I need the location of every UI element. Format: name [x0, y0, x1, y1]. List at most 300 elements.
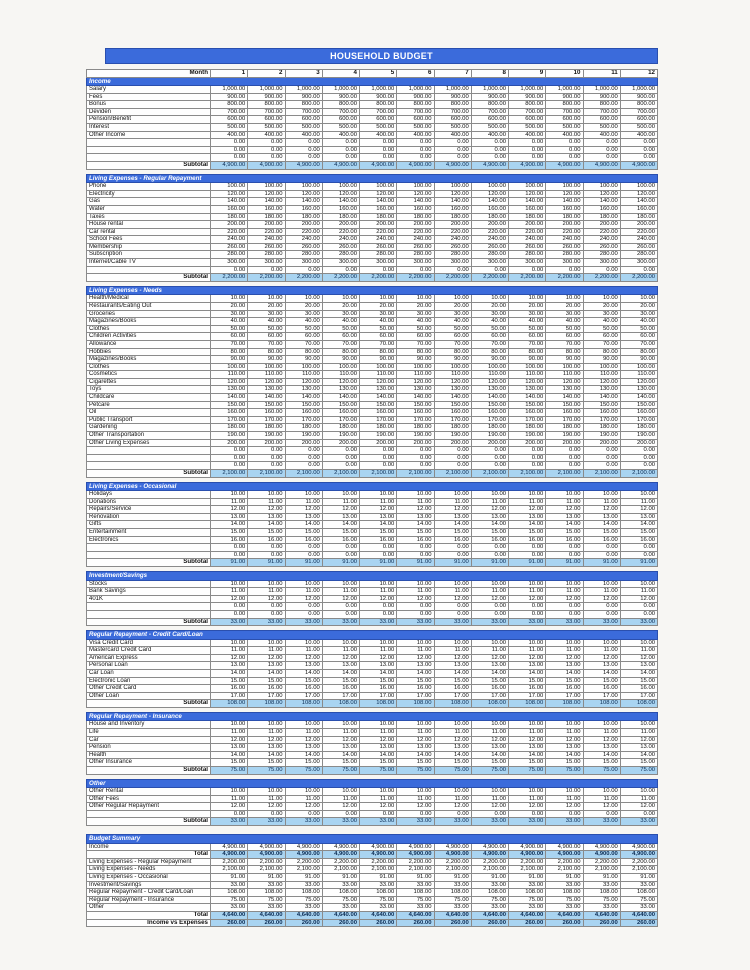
value-cell-month-5: 91.00	[360, 873, 397, 881]
value-cell-month-5: 900.00	[360, 93, 397, 101]
value-cell-month-2: 0.00	[248, 603, 285, 611]
value-cell-month-10: 14.00	[546, 521, 583, 529]
value-cell-month-3: 10.00	[285, 491, 322, 499]
value-cell-month-9: 600.00	[509, 116, 546, 124]
value-cell-month-8: 2,200.00	[471, 858, 508, 866]
value-cell-month-9: 90.00	[509, 356, 546, 364]
value-cell-month-1: 2,200.00	[211, 274, 248, 282]
value-cell-month-11: 180.00	[583, 424, 620, 432]
table-row	[87, 896, 658, 904]
value-cell-month-1: 4,640.00	[211, 911, 248, 919]
section-header-row	[87, 174, 658, 183]
value-cell-month-11: 0.00	[583, 810, 620, 818]
value-cell-month-1: 140.00	[211, 198, 248, 206]
value-cell-month-2: 400.00	[248, 131, 285, 139]
value-cell-month-9: 0.00	[509, 610, 546, 618]
value-cell-month-9: 10.00	[509, 295, 546, 303]
value-cell-month-12: 4,900.00	[620, 162, 657, 170]
value-cell-month-6: 500.00	[397, 124, 434, 132]
value-cell-month-8: 150.00	[471, 401, 508, 409]
value-cell-month-4: 75.00	[322, 896, 359, 904]
value-cell-month-10: 0.00	[546, 603, 583, 611]
value-cell-month-10: 180.00	[546, 424, 583, 432]
value-cell-month-8: 15.00	[471, 529, 508, 537]
table-row	[87, 378, 658, 386]
value-cell-month-11: 200.00	[583, 221, 620, 229]
value-cell-month-11: 16.00	[583, 536, 620, 544]
value-cell-month-5: 14.00	[360, 669, 397, 677]
table-row	[87, 116, 658, 124]
section-title: Regular Repayment - Credit Card/Loan	[87, 631, 658, 640]
value-cell-month-6: 10.00	[397, 721, 434, 729]
value-cell-month-9: 0.00	[509, 810, 546, 818]
value-cell-month-8: 40.00	[471, 318, 508, 326]
value-cell-month-5: 60.00	[360, 333, 397, 341]
value-cell-month-1: 108.00	[211, 700, 248, 708]
row-label-cell: Holidays	[87, 491, 211, 499]
value-cell-month-3: 10.00	[285, 639, 322, 647]
value-cell-month-9: 40.00	[509, 318, 546, 326]
value-cell-month-5: 0.00	[360, 810, 397, 818]
value-cell-month-2: 2,100.00	[248, 866, 285, 874]
value-cell-month-8: 11.00	[471, 647, 508, 655]
value-cell-month-6: 11.00	[397, 729, 434, 737]
value-cell-month-1: 300.00	[211, 259, 248, 267]
value-cell-month-8: 15.00	[471, 759, 508, 767]
value-cell-month-7: 110.00	[434, 371, 471, 379]
value-cell-month-10: 20.00	[546, 302, 583, 310]
value-cell-month-11: 14.00	[583, 669, 620, 677]
value-cell-month-2: 160.00	[248, 409, 285, 417]
section-header-row	[87, 712, 658, 721]
value-cell-month-4: 500.00	[322, 124, 359, 132]
blank-row	[87, 610, 658, 618]
value-cell-month-3: 16.00	[285, 536, 322, 544]
value-cell-month-4: 11.00	[322, 588, 359, 596]
value-cell-month-1: 240.00	[211, 236, 248, 244]
value-cell-month-4: 2,200.00	[322, 858, 359, 866]
value-cell-month-9: 50.00	[509, 325, 546, 333]
row-label-cell: Groceries	[87, 310, 211, 318]
row-label-cell: Subtotal	[87, 162, 211, 170]
value-cell-month-10: 91.00	[546, 559, 583, 567]
value-cell-month-2: 170.00	[248, 416, 285, 424]
value-cell-month-1: 10.00	[211, 491, 248, 499]
value-cell-month-6: 2,200.00	[397, 274, 434, 282]
value-cell-month-4: 10.00	[322, 788, 359, 796]
value-cell-month-5: 160.00	[360, 409, 397, 417]
value-cell-month-5: 0.00	[360, 551, 397, 559]
value-cell-month-5: 14.00	[360, 751, 397, 759]
table-row	[87, 498, 658, 506]
value-cell-month-10: 60.00	[546, 333, 583, 341]
value-cell-month-7: 20.00	[434, 302, 471, 310]
value-cell-month-6: 600.00	[397, 116, 434, 124]
row-label-cell: Gas	[87, 198, 211, 206]
row-label-cell: Phone	[87, 183, 211, 191]
value-cell-month-8: 0.00	[471, 544, 508, 552]
value-cell-month-8: 0.00	[471, 154, 508, 162]
value-cell-month-12: 14.00	[620, 521, 657, 529]
value-cell-month-3: 120.00	[285, 378, 322, 386]
table-row	[87, 356, 658, 364]
value-cell-month-7: 12.00	[434, 506, 471, 514]
value-cell-month-8: 70.00	[471, 340, 508, 348]
value-cell-month-5: 150.00	[360, 401, 397, 409]
value-cell-month-12: 400.00	[620, 131, 657, 139]
value-cell-month-8: 0.00	[471, 266, 508, 274]
value-cell-month-2: 90.00	[248, 356, 285, 364]
value-cell-month-11: 60.00	[583, 333, 620, 341]
value-cell-month-11: 260.00	[583, 243, 620, 251]
value-cell-month-4: 91.00	[322, 873, 359, 881]
value-cell-month-9: 14.00	[509, 521, 546, 529]
value-cell-month-9: 12.00	[509, 654, 546, 662]
value-cell-month-12: 240.00	[620, 236, 657, 244]
value-cell-month-3: 33.00	[285, 818, 322, 826]
value-cell-month-4: 20.00	[322, 302, 359, 310]
table-row	[87, 588, 658, 596]
value-cell-month-2: 30.00	[248, 310, 285, 318]
value-cell-month-2: 10.00	[248, 721, 285, 729]
value-cell-month-1: 50.00	[211, 325, 248, 333]
value-cell-month-1: 75.00	[211, 767, 248, 775]
value-cell-month-9: 4,900.00	[509, 843, 546, 851]
row-label-cell: Subtotal	[87, 559, 211, 567]
value-cell-month-3: 50.00	[285, 325, 322, 333]
value-cell-month-8: 0.00	[471, 139, 508, 147]
row-label-cell: Water	[87, 205, 211, 213]
month-number-cell: 11	[583, 70, 620, 78]
value-cell-month-6: 130.00	[397, 386, 434, 394]
value-cell-month-3: 4,640.00	[285, 911, 322, 919]
value-cell-month-5: 50.00	[360, 325, 397, 333]
value-cell-month-10: 80.00	[546, 348, 583, 356]
value-cell-month-10: 160.00	[546, 205, 583, 213]
value-cell-month-1: 16.00	[211, 536, 248, 544]
value-cell-month-3: 80.00	[285, 348, 322, 356]
value-cell-month-7: 400.00	[434, 131, 471, 139]
value-cell-month-7: 15.00	[434, 759, 471, 767]
row-label-cell: Electronic Loan	[87, 677, 211, 685]
value-cell-month-2: 70.00	[248, 340, 285, 348]
table-row	[87, 243, 658, 251]
row-label-cell: Allowance	[87, 340, 211, 348]
value-cell-month-10: 0.00	[546, 551, 583, 559]
table-row	[87, 795, 658, 803]
value-cell-month-10: 10.00	[546, 788, 583, 796]
value-cell-month-12: 100.00	[620, 363, 657, 371]
row-label-cell: Mastercard Credit Card	[87, 647, 211, 655]
table-row	[87, 302, 658, 310]
value-cell-month-4: 60.00	[322, 333, 359, 341]
value-cell-month-1: 0.00	[211, 610, 248, 618]
value-cell-month-3: 170.00	[285, 416, 322, 424]
value-cell-month-1: 91.00	[211, 873, 248, 881]
value-cell-month-6: 200.00	[397, 439, 434, 447]
value-cell-month-4: 220.00	[322, 228, 359, 236]
row-label-cell: Hobbies	[87, 348, 211, 356]
value-cell-month-10: 0.00	[546, 810, 583, 818]
value-cell-month-11: 11.00	[583, 498, 620, 506]
row-label-cell	[87, 462, 211, 470]
value-cell-month-10: 130.00	[546, 386, 583, 394]
value-cell-month-2: 600.00	[248, 116, 285, 124]
table-row	[87, 401, 658, 409]
value-cell-month-8: 130.00	[471, 386, 508, 394]
value-cell-month-1: 14.00	[211, 751, 248, 759]
table-row	[87, 432, 658, 440]
value-cell-month-3: 14.00	[285, 669, 322, 677]
value-cell-month-1: 200.00	[211, 221, 248, 229]
value-cell-month-9: 400.00	[509, 131, 546, 139]
value-cell-month-1: 260.00	[211, 919, 248, 927]
value-cell-month-4: 0.00	[322, 154, 359, 162]
value-cell-month-10: 0.00	[546, 544, 583, 552]
value-cell-month-9: 13.00	[509, 662, 546, 670]
value-cell-month-9: 17.00	[509, 692, 546, 700]
value-cell-month-7: 200.00	[434, 221, 471, 229]
value-cell-month-4: 0.00	[322, 139, 359, 147]
value-cell-month-5: 20.00	[360, 302, 397, 310]
value-cell-month-7: 120.00	[434, 190, 471, 198]
table-row	[87, 858, 658, 866]
row-label-cell: Car Loan	[87, 669, 211, 677]
value-cell-month-3: 140.00	[285, 394, 322, 402]
value-cell-month-12: 11.00	[620, 498, 657, 506]
value-cell-month-9: 15.00	[509, 529, 546, 537]
value-cell-month-12: 13.00	[620, 513, 657, 521]
blank-row	[87, 544, 658, 552]
value-cell-month-10: 33.00	[546, 818, 583, 826]
blank-row	[87, 154, 658, 162]
value-cell-month-8: 140.00	[471, 198, 508, 206]
table-row	[87, 803, 658, 811]
value-cell-month-12: 120.00	[620, 378, 657, 386]
value-cell-month-10: 10.00	[546, 491, 583, 499]
value-cell-month-1: 900.00	[211, 93, 248, 101]
value-cell-month-8: 10.00	[471, 580, 508, 588]
value-cell-month-4: 260.00	[322, 919, 359, 927]
value-cell-month-5: 2,200.00	[360, 274, 397, 282]
value-cell-month-3: 33.00	[285, 618, 322, 626]
value-cell-month-12: 260.00	[620, 243, 657, 251]
blank-row	[87, 462, 658, 470]
section-table-budget-summary	[86, 834, 658, 927]
value-cell-month-5: 200.00	[360, 439, 397, 447]
value-cell-month-6: 11.00	[397, 498, 434, 506]
value-cell-month-3: 260.00	[285, 243, 322, 251]
row-label-cell: Membership	[87, 243, 211, 251]
value-cell-month-9: 260.00	[509, 919, 546, 927]
value-cell-month-9: 20.00	[509, 302, 546, 310]
value-cell-month-1: 120.00	[211, 190, 248, 198]
value-cell-month-3: 150.00	[285, 401, 322, 409]
value-cell-month-1: 15.00	[211, 529, 248, 537]
value-cell-month-10: 11.00	[546, 588, 583, 596]
value-cell-month-1: 15.00	[211, 677, 248, 685]
value-cell-month-2: 60.00	[248, 333, 285, 341]
value-cell-month-3: 33.00	[285, 881, 322, 889]
value-cell-month-7: 4,900.00	[434, 843, 471, 851]
value-cell-month-8: 4,900.00	[471, 843, 508, 851]
value-cell-month-12: 10.00	[620, 788, 657, 796]
value-cell-month-9: 0.00	[509, 454, 546, 462]
value-cell-month-2: 12.00	[248, 803, 285, 811]
blank-row	[87, 603, 658, 611]
table-row	[87, 386, 658, 394]
value-cell-month-2: 150.00	[248, 401, 285, 409]
value-cell-month-3: 10.00	[285, 580, 322, 588]
value-cell-month-5: 0.00	[360, 603, 397, 611]
value-cell-month-8: 15.00	[471, 677, 508, 685]
value-cell-month-12: 12.00	[620, 506, 657, 514]
value-cell-month-2: 11.00	[248, 795, 285, 803]
value-cell-month-9: 0.00	[509, 603, 546, 611]
value-cell-month-3: 0.00	[285, 810, 322, 818]
value-cell-month-8: 91.00	[471, 873, 508, 881]
row-label-cell: Fees	[87, 93, 211, 101]
value-cell-month-10: 13.00	[546, 513, 583, 521]
value-cell-month-2: 130.00	[248, 386, 285, 394]
value-cell-month-11: 33.00	[583, 881, 620, 889]
value-cell-month-2: 900.00	[248, 93, 285, 101]
value-cell-month-9: 11.00	[509, 795, 546, 803]
value-cell-month-4: 0.00	[322, 544, 359, 552]
value-cell-month-9: 12.00	[509, 595, 546, 603]
value-cell-month-12: 33.00	[620, 881, 657, 889]
value-cell-month-2: 10.00	[248, 580, 285, 588]
value-cell-month-5: 0.00	[360, 146, 397, 154]
value-cell-month-6: 10.00	[397, 580, 434, 588]
value-cell-month-3: 0.00	[285, 544, 322, 552]
value-cell-month-11: 12.00	[583, 506, 620, 514]
value-cell-month-1: 80.00	[211, 348, 248, 356]
value-cell-month-10: 13.00	[546, 744, 583, 752]
value-cell-month-2: 300.00	[248, 259, 285, 267]
value-cell-month-2: 800.00	[248, 101, 285, 109]
value-cell-month-2: 0.00	[248, 154, 285, 162]
value-cell-month-10: 10.00	[546, 295, 583, 303]
value-cell-month-4: 0.00	[322, 610, 359, 618]
value-cell-month-9: 260.00	[509, 243, 546, 251]
value-cell-month-1: 800.00	[211, 101, 248, 109]
value-cell-month-6: 400.00	[397, 131, 434, 139]
value-cell-month-7: 700.00	[434, 108, 471, 116]
row-label-cell: Health	[87, 751, 211, 759]
value-cell-month-12: 0.00	[620, 462, 657, 470]
value-cell-month-9: 180.00	[509, 424, 546, 432]
value-cell-month-5: 140.00	[360, 394, 397, 402]
value-cell-month-2: 0.00	[248, 266, 285, 274]
value-cell-month-8: 2,100.00	[471, 470, 508, 478]
value-cell-month-9: 12.00	[509, 736, 546, 744]
value-cell-month-4: 33.00	[322, 904, 359, 912]
row-label-cell: American Express	[87, 654, 211, 662]
value-cell-month-3: 2,200.00	[285, 858, 322, 866]
value-cell-month-4: 180.00	[322, 213, 359, 221]
value-cell-month-1: 15.00	[211, 759, 248, 767]
value-cell-month-3: 20.00	[285, 302, 322, 310]
row-label-cell: Toys	[87, 386, 211, 394]
value-cell-month-1: 30.00	[211, 310, 248, 318]
value-cell-month-5: 40.00	[360, 318, 397, 326]
row-label-cell: Cigarettes	[87, 378, 211, 386]
income-total-row	[87, 851, 658, 859]
value-cell-month-7: 140.00	[434, 394, 471, 402]
value-cell-month-10: 0.00	[546, 146, 583, 154]
value-cell-month-8: 190.00	[471, 432, 508, 440]
value-cell-month-11: 160.00	[583, 409, 620, 417]
value-cell-month-2: 1,000.00	[248, 86, 285, 94]
value-cell-month-6: 4,900.00	[397, 843, 434, 851]
value-cell-month-7: 75.00	[434, 896, 471, 904]
value-cell-month-7: 140.00	[434, 198, 471, 206]
value-cell-month-5: 16.00	[360, 536, 397, 544]
value-cell-month-9: 4,640.00	[509, 911, 546, 919]
value-cell-month-10: 4,900.00	[546, 851, 583, 859]
value-cell-month-10: 108.00	[546, 889, 583, 897]
value-cell-month-1: 110.00	[211, 371, 248, 379]
row-label-cell: Subtotal	[87, 700, 211, 708]
value-cell-month-11: 70.00	[583, 340, 620, 348]
value-cell-month-11: 33.00	[583, 618, 620, 626]
value-cell-month-3: 11.00	[285, 729, 322, 737]
value-cell-month-5: 13.00	[360, 744, 397, 752]
value-cell-month-5: 0.00	[360, 544, 397, 552]
value-cell-month-2: 75.00	[248, 767, 285, 775]
value-cell-month-10: 108.00	[546, 700, 583, 708]
value-cell-month-8: 160.00	[471, 205, 508, 213]
value-cell-month-2: 180.00	[248, 213, 285, 221]
value-cell-month-4: 170.00	[322, 416, 359, 424]
value-cell-month-10: 0.00	[546, 454, 583, 462]
value-cell-month-5: 11.00	[360, 498, 397, 506]
value-cell-month-7: 10.00	[434, 295, 471, 303]
value-cell-month-12: 100.00	[620, 183, 657, 191]
value-cell-month-1: 11.00	[211, 588, 248, 596]
value-cell-month-7: 0.00	[434, 454, 471, 462]
value-cell-month-11: 75.00	[583, 896, 620, 904]
budget-tables	[86, 69, 658, 927]
row-label-cell: Subtotal	[87, 767, 211, 775]
value-cell-month-4: 50.00	[322, 325, 359, 333]
value-cell-month-11: 110.00	[583, 371, 620, 379]
value-cell-month-11: 4,900.00	[583, 851, 620, 859]
value-cell-month-7: 13.00	[434, 662, 471, 670]
value-cell-month-6: 30.00	[397, 310, 434, 318]
value-cell-month-5: 13.00	[360, 662, 397, 670]
value-cell-month-9: 140.00	[509, 394, 546, 402]
value-cell-month-9: 2,200.00	[509, 858, 546, 866]
value-cell-month-11: 15.00	[583, 677, 620, 685]
row-label-cell: Bank Savings	[87, 588, 211, 596]
value-cell-month-8: 0.00	[471, 603, 508, 611]
value-cell-month-5: 80.00	[360, 348, 397, 356]
value-cell-month-12: 108.00	[620, 889, 657, 897]
value-cell-month-3: 160.00	[285, 205, 322, 213]
value-cell-month-2: 180.00	[248, 424, 285, 432]
value-cell-month-2: 16.00	[248, 536, 285, 544]
value-cell-month-2: 0.00	[248, 454, 285, 462]
value-cell-month-12: 75.00	[620, 896, 657, 904]
value-cell-month-6: 16.00	[397, 685, 434, 693]
value-cell-month-5: 12.00	[360, 654, 397, 662]
value-cell-month-11: 0.00	[583, 266, 620, 274]
value-cell-month-5: 180.00	[360, 213, 397, 221]
value-cell-month-7: 100.00	[434, 363, 471, 371]
value-cell-month-1: 12.00	[211, 506, 248, 514]
